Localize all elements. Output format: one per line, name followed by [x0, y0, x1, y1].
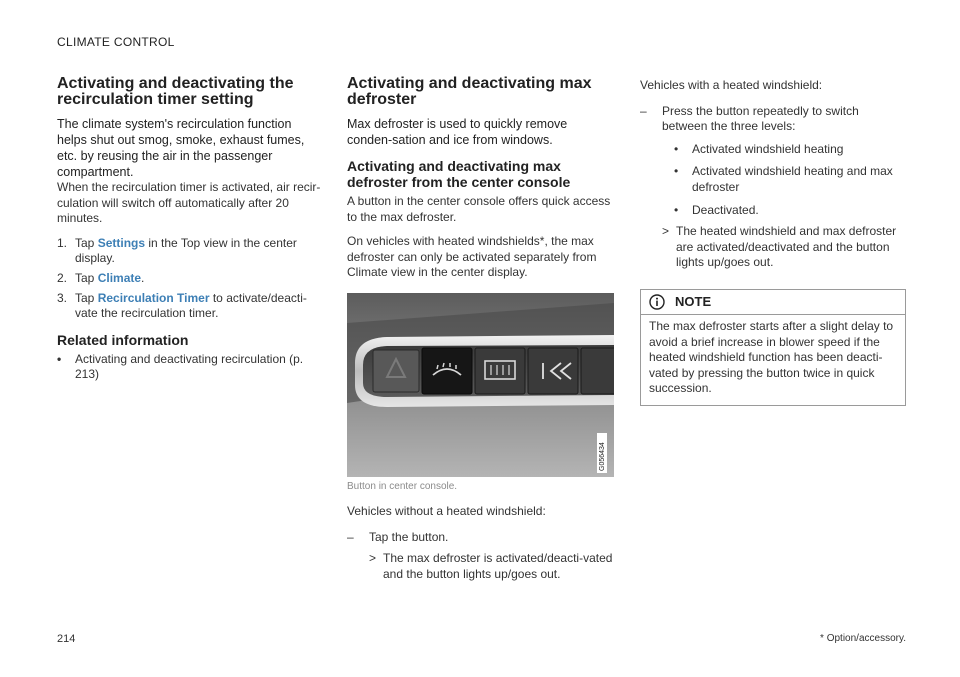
level-text: Deactivated.: [692, 202, 759, 217]
bullet-glyph: •: [674, 202, 679, 217]
body-paragraph: On vehicles with heated windshields*, the max defroster can only be activated separately from Climate view in the center display.: [347, 234, 597, 280]
body-paragraph: A button in the center console offers quick access to the max defroster.: [347, 194, 611, 224]
result-text: The heated windshield and max defroster are activated/deactivated and the button lights up/goes out.: [676, 224, 897, 270]
center-console-figure: [347, 293, 614, 477]
related-link[interactable]: [57, 352, 321, 383]
action-item: [640, 104, 906, 135]
bullet-glyph: •: [674, 141, 679, 156]
column-max-defroster: [347, 76, 615, 586]
step-text: Tap Climate.: [75, 270, 145, 285]
action-text: Press the button repeatedly to switch between the three levels:: [662, 103, 859, 134]
note-box: [640, 289, 906, 406]
step-number: 2.: [57, 270, 68, 285]
step-text: Tap Recirculation Timer to activate/deacti-vate the recirculation timer.: [75, 290, 307, 321]
body-paragraph: When the recirculation timer is activated, air recir-culation will switch off automatically after 20 minutes.: [57, 180, 321, 226]
bullet-glyph: •: [674, 164, 679, 179]
column-heated-windshield: [640, 78, 906, 406]
body-paragraph: Vehicles with a heated windshield:: [640, 78, 823, 92]
menu-key: Climate: [97, 270, 142, 285]
level-item: [674, 164, 906, 195]
body-paragraph: Vehicles without a heated windshield:: [347, 503, 546, 518]
note-title: NOTE: [675, 294, 712, 310]
related-link-text: Activating and deactivating recirculation (p. 213): [75, 351, 304, 382]
step-item: [57, 236, 321, 267]
level-item: [674, 142, 906, 158]
bullet-glyph: •: [57, 351, 62, 366]
console-illustration: [347, 293, 614, 477]
action-item: [347, 530, 615, 546]
step-item: [57, 291, 321, 322]
level-text: Activated windshield heating and max defroster: [692, 164, 893, 194]
action-text: Tap the button.: [369, 529, 449, 544]
step-number: 3.: [57, 290, 68, 305]
dash-glyph: –: [640, 103, 647, 118]
heading-recirculation-timer: [57, 76, 321, 108]
result-glyph: >: [662, 224, 670, 239]
lead-paragraph: Max defroster is used to quickly remove conden-sation and ice from windows.: [347, 117, 568, 147]
step-text: Tap Settings in the Top view in the center display.: [75, 235, 297, 266]
result-text: The max defroster is activated/deacti-vated and the button lights up/goes out.: [383, 551, 613, 581]
subheading-center-console: [347, 158, 615, 190]
level-text: Activated windshield heating: [692, 141, 844, 156]
dash-glyph: –: [347, 529, 354, 544]
note-body: The max defroster starts after a slight delay to avoid a brief increase in blower speed if the heated windshield function has been deacti-vated by pressing the button twice in quick succession.: [649, 318, 894, 396]
level-item: [674, 203, 906, 219]
page-number: 214: [57, 633, 76, 645]
subheading-line: defroster from the center console: [347, 174, 571, 190]
step-item: [57, 271, 321, 287]
result-item: [369, 551, 615, 582]
menu-key: Recirculation Timer: [97, 290, 210, 305]
column-recirculation-timer: [57, 76, 321, 387]
menu-key: Settings: [97, 235, 146, 250]
lead-paragraph: The climate system's recirculation function helps shut out smog, smoke, exhaust fumes, etc. by reusing the air in the passenger compartment.: [57, 117, 305, 179]
heading-line: defroster: [347, 91, 417, 108]
step-number: 1.: [57, 235, 68, 250]
heading-line: Activating and deactivating the: [57, 75, 294, 92]
footnote: * Option/accessory.: [820, 633, 906, 644]
heading-max-defroster: [347, 76, 615, 108]
result-glyph: >: [369, 551, 377, 566]
related-information-heading: Related information: [57, 331, 189, 348]
info-icon: [649, 294, 665, 310]
heading-line: recirculation timer setting: [57, 91, 254, 108]
result-item: [662, 224, 906, 271]
heading-line: Activating and deactivating max: [347, 75, 592, 92]
note-header: [641, 290, 905, 315]
section-header: CLIMATE CONTROL: [57, 35, 175, 49]
figure-code: G056434: [599, 442, 606, 471]
figure-caption: Button in center console.: [347, 480, 458, 492]
subheading-line: Activating and deactivating max: [347, 158, 561, 174]
